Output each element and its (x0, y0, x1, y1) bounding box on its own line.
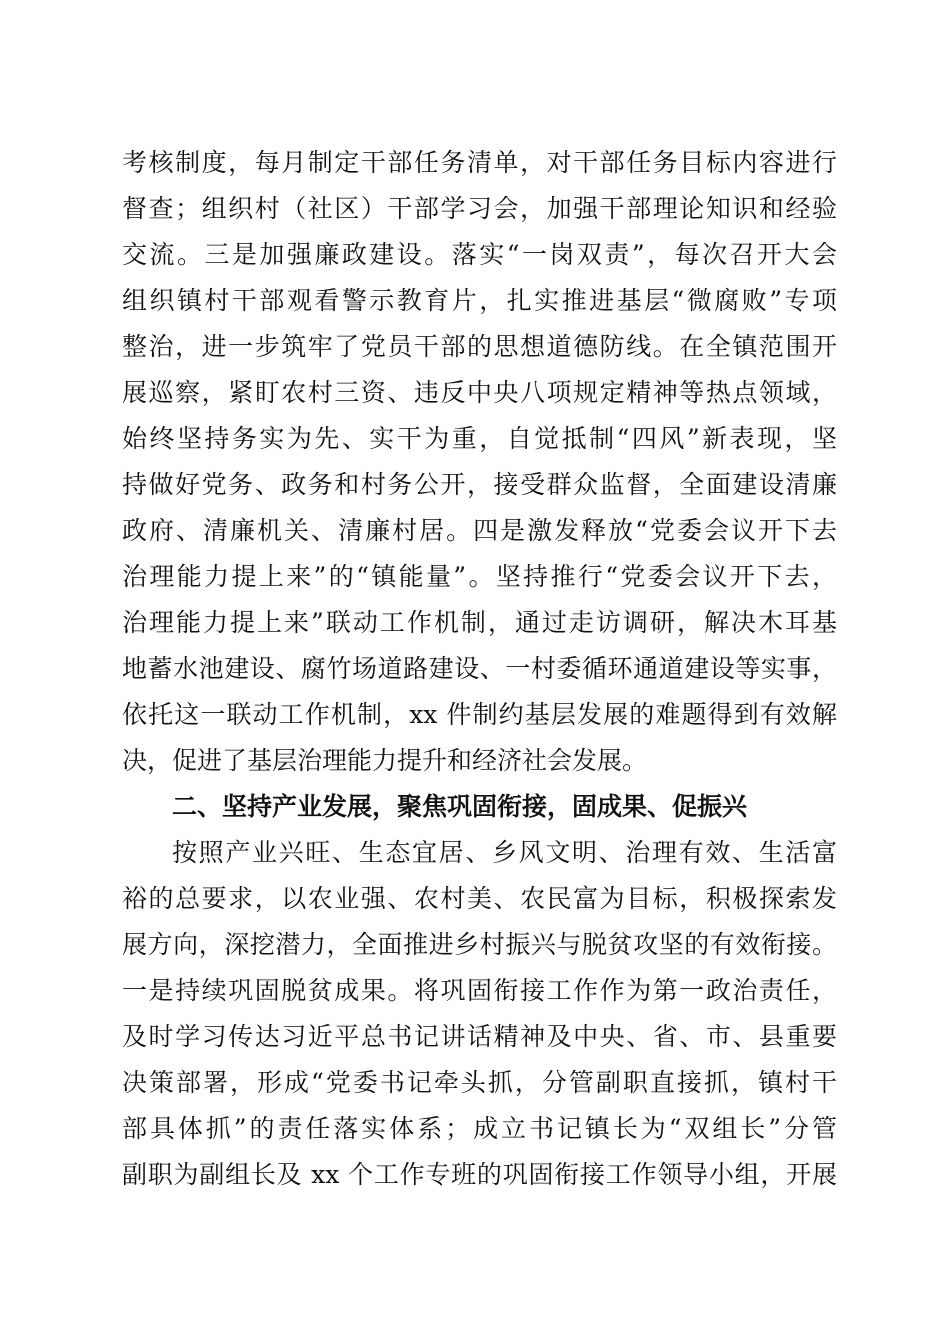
document-body (122, 140, 837, 1198)
paragraph-line: 副职为副组长及 xx 个工作专班的巩固衔接工作领导小组，开展 (122, 1160, 837, 1189)
paragraph-line: 考核制度，每月制定干部任务清单，对干部任务目标内容进行 (122, 148, 837, 177)
paragraph-line: 交流。三是加强廉政建设。落实“一岗双责”，每次召开大会 (122, 240, 837, 269)
paragraph-line: 展方向，深挖潜力，全面推进乡村振兴与脱贫攻坚的有效衔接。 (122, 930, 837, 959)
paragraph-line: 部具体抓”的责任落实体系；成立书记镇长为“双组长”分管 (122, 1114, 837, 1143)
paragraph-line: 展巡察，紧盯农村三资、违反中央八项规定精神等热点领域， (122, 378, 837, 407)
paragraph-line: 始终坚持务实为先、实干为重，自觉抵制“四风”新表现，坚 (122, 424, 837, 453)
paragraph-line: 治理能力提上来”联动工作机制，通过走访调研，解决木耳基 (122, 608, 837, 637)
paragraph-line: 按照产业兴旺、生态宜居、乡风文明、治理有效、生活富 (172, 838, 837, 867)
paragraph-line: 一是持续巩固脱贫成果。将巩固衔接工作作为第一政治责任， (122, 976, 837, 1005)
paragraph-line: 决策部署，形成“党委书记牵头抓，分管副职直接抓，镇村干 (122, 1068, 837, 1097)
paragraph-line: 组织镇村干部观看警示教育片，扎实推进基层“微腐败”专项 (122, 286, 837, 315)
section-heading: 二、坚持产业发展，聚焦巩固衔接，固成果、促振兴 (172, 792, 748, 821)
paragraph-line: 督查；组织村（社区）干部学习会，加强干部理论知识和经验 (122, 194, 837, 223)
paragraph-line: 依托这一联动工作机制，xx 件制约基层发展的难题得到有效解 (122, 700, 837, 729)
paragraph-line: 整治，进一步筑牢了党员干部的思想道德防线。在全镇范围开 (122, 332, 837, 361)
paragraph-line: 治理能力提上来”的“镇能量”。坚持推行“党委会议开下去， (122, 562, 837, 591)
paragraph-line: 决，促进了基层治理能力提升和经济社会发展。 (122, 746, 648, 775)
paragraph-line: 持做好党务、政务和村务公开，接受群众监督，全面建设清廉 (122, 470, 837, 499)
paragraph-line: 裕的总要求，以农业强、农村美、农民富为目标，积极探索发 (122, 884, 837, 913)
paragraph-line: 地蓄水池建设、腐竹场道路建设、一村委循环通道建设等实事， (122, 654, 837, 683)
paragraph-line: 及时学习传达习近平总书记讲话精神及中央、省、市、县重要 (122, 1022, 837, 1051)
paragraph-line: 政府、清廉机关、清廉村居。四是激发释放“党委会议开下去 (122, 516, 837, 545)
